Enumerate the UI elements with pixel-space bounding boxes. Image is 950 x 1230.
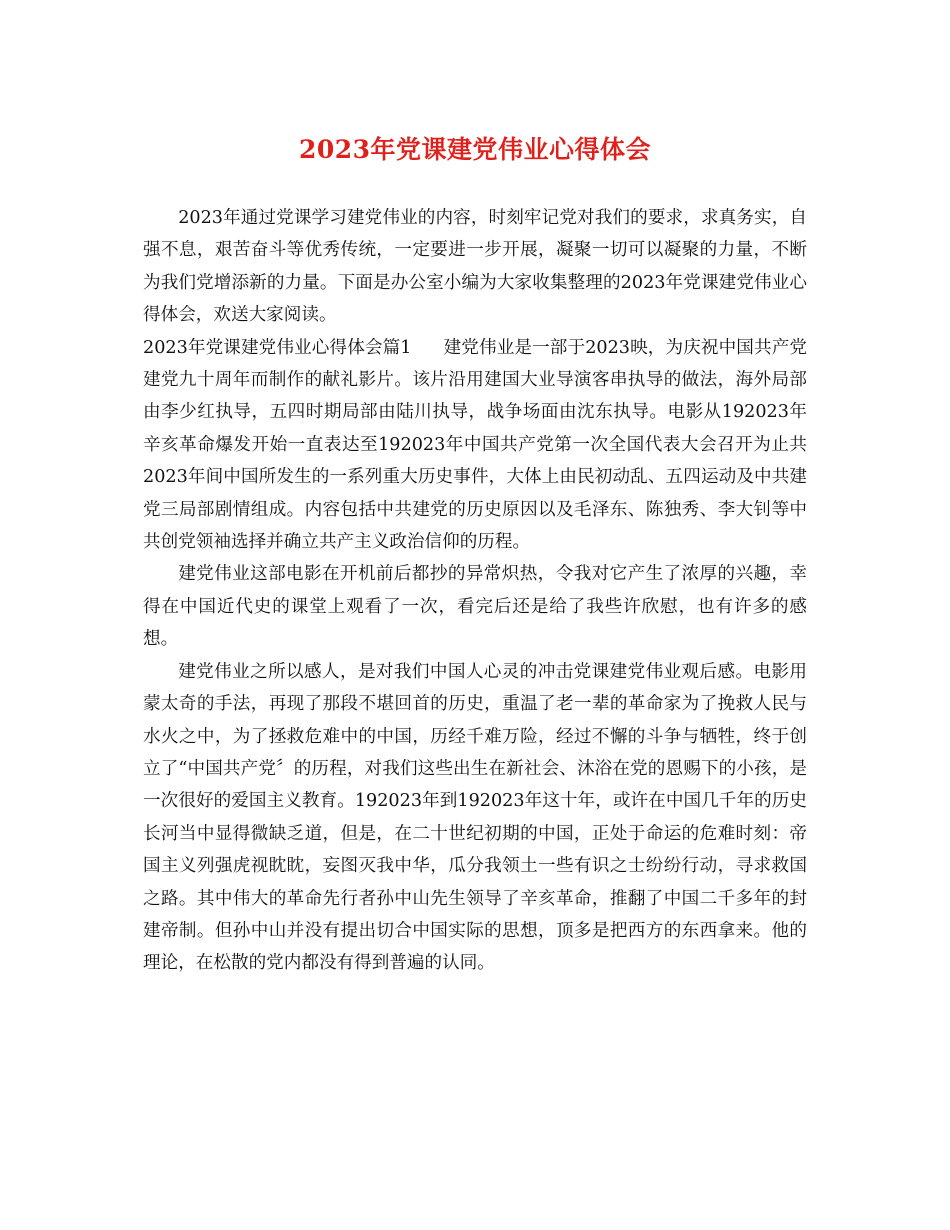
paragraph-3: 建党伟业之所以感人，是对我们中国人心灵的冲击党课建党伟业观后感。电影用蒙太奇的手法，再现了那段不堪回首的历史，重温了老一辈的革命家为了挽救人民与水火之中，为了拯救危难中的中国，历经千难万险，经过不懈的斗争与牺牲，终于创立了“中国共产党〞的历程，对我们这些出生在新社会、沐浴在党的恩赐下的小孩，是一次很好的爱国主义教育。192023年到192023年这十年，或许在中国几千年的历史长河当中显得微缺乏道，但是，在二十世纪初期的中国，正处于命运的危难时刻：帝国主义列强虎视眈眈，妄图灭我中华，瓜分我领土一些有识之士纷纷行动，寻求救国之路。其中伟大的革命先行者孙中山先生领导了辛亥革命，推翻了中国二千多年的封建帝制。但孙中山并没有提出切合中国实际的思想，顶多是把西方的东西拿来。他的理论，在松散的党内都没有得到普遍的认同。 <box>143 661 807 974</box>
section-1-heading: 2023年党课建党伟业心得体会篇1 <box>143 337 412 358</box>
document-body <box>143 202 807 980</box>
document-title: 2023年党课建党伟业心得体会 <box>298 135 652 164</box>
section-1-paragraph <box>143 332 807 559</box>
intro-paragraph: 2023年通过党课学习建党伟业的内容，时刻牢记党对我们的要求，求真务实，自强不息，艰苦奋斗等优秀传统，一定要进一步开展，凝聚一切可以凝聚的力量，不断为我们党增添新的力量。下面是办公室小编为大家收集整理的2023年党课建党伟业心得体会，欢送大家阅读。 <box>143 208 807 326</box>
section-1-text: 建党伟业是一部于2023映，为庆祝中国共产党建党九十周年而制作的献礼影片。该片沿用建国大业导演客串执导的做法，海外局部由李少红执导，五四时期局部由陆川执导，战争场面由沈东执导。电影从192023年辛亥革命爆发开始一直表达至192023年中国共产党第一次全国代表大会召开为止共2023年间中国所发生的一系列重大历史事件，大体上由民初动乱、五四运动及中共建党三局部剧情组成。内容包括中共建党的历史原因以及毛泽东、陈独秀、李大钊等中共创党领袖选择并确立共产主义政治信仰的历程。 <box>143 337 807 553</box>
paragraph-2: 建党伟业这部电影在开机前后都抄的异常炽热，令我对它产生了浓厚的兴趣，幸得在中国近代史的课堂上观看了一次，看完后还是给了我些许欣慰，也有许多的感想。 <box>143 564 807 650</box>
